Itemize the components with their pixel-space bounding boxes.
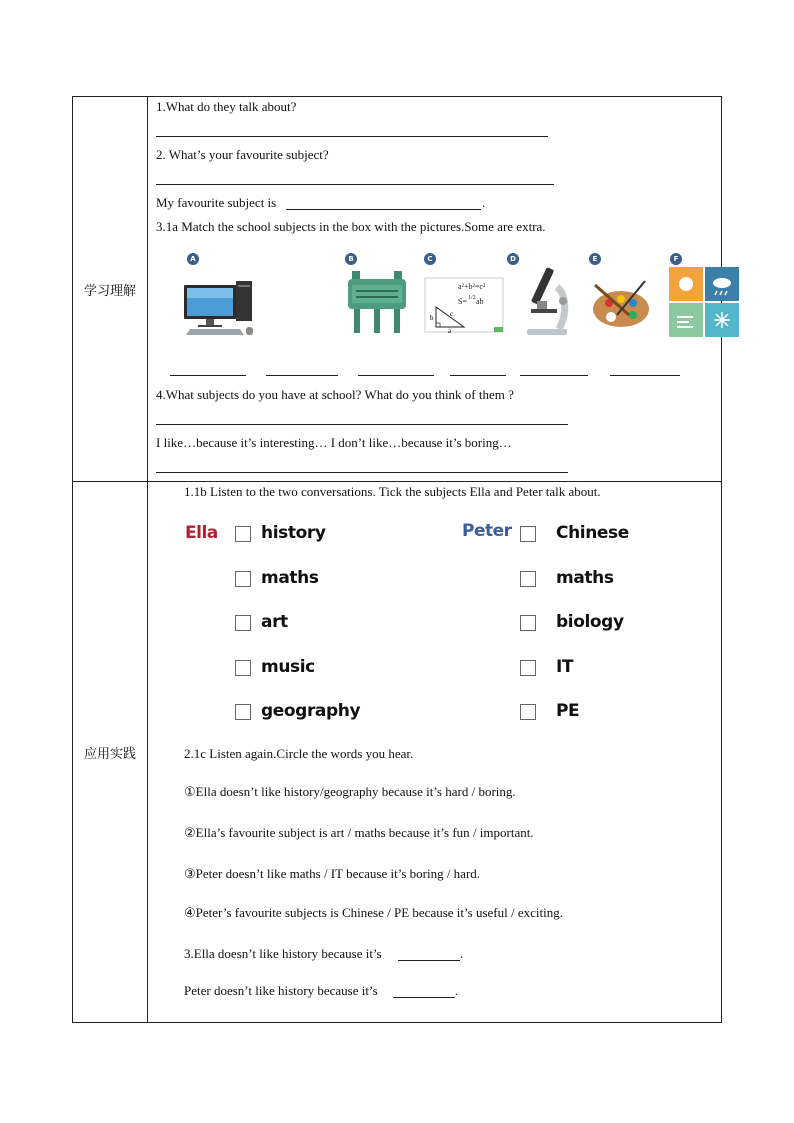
math-formula-board-icon — [424, 277, 504, 335]
peter-checkbox-biology[interactable] — [520, 615, 536, 631]
section-application-content — [148, 482, 721, 1022]
peter-subject-it: IT — [556, 657, 574, 677]
ella-subject-music: music — [261, 657, 315, 677]
weather-tiles-icon — [669, 267, 739, 337]
answer-line-1[interactable] — [156, 136, 548, 137]
picture-letter-d: D — [507, 253, 519, 265]
picture-b — [342, 253, 412, 339]
question-2: 2. What’s your favourite subject? — [156, 147, 329, 162]
ella-subject-history: history — [261, 523, 326, 543]
ella-checkbox-history[interactable] — [235, 526, 251, 542]
formula-tail: ab — [476, 297, 484, 306]
favourite-subject-prefix: My favourite subject is — [156, 195, 277, 210]
match-blank-a[interactable] — [170, 375, 246, 376]
picture-f — [667, 253, 741, 339]
fill-blank-peter[interactable] — [393, 997, 455, 998]
section-label-application: 应用实践 — [73, 482, 148, 1022]
formula-fraction: 1/2 — [468, 295, 476, 301]
question-1: 1.What do they talk about? — [156, 99, 297, 114]
picture-letter-e: E — [589, 253, 601, 265]
section-application — [73, 482, 721, 1022]
ella-subject-art: art — [261, 612, 288, 632]
favourite-subject-suffix: . — [482, 195, 486, 210]
answer-line-4a[interactable] — [156, 424, 568, 425]
section-label-understanding: 学习理解 — [73, 97, 148, 481]
peter-subject-biology: biology — [556, 612, 624, 632]
svg-text:c: c — [450, 310, 454, 318]
fill-blank-ella[interactable] — [398, 960, 460, 961]
match-blank-d[interactable] — [450, 375, 506, 376]
fill-question-2-suffix: . — [455, 983, 459, 998]
picture-c — [422, 253, 506, 339]
picture-letter-c: C — [424, 253, 436, 265]
match-blank-e[interactable] — [520, 375, 588, 376]
answer-line-2[interactable] — [156, 184, 554, 185]
svg-text:b: b — [430, 314, 434, 322]
question-3: 3.1a Match the school subjects in the box with the pictures.Some are extra. — [156, 219, 546, 234]
ella-checkbox-art[interactable] — [235, 615, 251, 631]
fill-question-1-prefix: 3.Ella doesn’t like history because it’s — [184, 946, 382, 961]
ella-subject-maths: maths — [261, 568, 319, 588]
listening-question-1: 1.1b Listen to the two conversations. Tick the subjects Ella and Peter talk about. — [184, 484, 601, 499]
picture-letter-f: F — [670, 253, 682, 265]
match-blank-c[interactable] — [358, 375, 434, 376]
picture-letter-b: B — [345, 253, 357, 265]
picture-letter-a: A — [187, 253, 199, 265]
microscope-icon — [515, 265, 575, 337]
ella-checkbox-maths[interactable] — [235, 571, 251, 587]
favourite-subject-blank[interactable] — [286, 209, 481, 210]
question-4-hint: I like…because it’s interesting… I don’t like…because it’s boring… — [156, 435, 512, 450]
worksheet-table — [72, 96, 722, 1023]
fill-question-2-prefix: Peter doesn’t like history because it’s — [184, 983, 378, 998]
formula-line-1: a²+b²=c² — [458, 282, 486, 291]
picture-e — [587, 253, 657, 339]
peter-subject-chinese: Chinese — [556, 523, 629, 543]
paint-palette-icon — [589, 275, 653, 335]
picture-d — [505, 253, 575, 339]
formula-line-2: S= — [458, 297, 467, 306]
peter-checkbox-chinese[interactable] — [520, 526, 536, 542]
ella-checkbox-music[interactable] — [235, 660, 251, 676]
listening-question-2: 2.1c Listen again.Circle the words you hear. — [184, 746, 414, 761]
circle-sentence-4: ④Peter’s favourite subjects is Chinese / PE because it’s useful / exciting. — [184, 905, 563, 920]
computer-icon — [180, 269, 260, 339]
circle-sentence-1: ①Ella doesn’t like history/geography because it’s hard / boring. — [184, 784, 516, 799]
fill-question-1-suffix: . — [460, 946, 464, 961]
circle-sentence-2: ②Ella’s favourite subject is art / maths because it’s fun / important. — [184, 825, 534, 840]
match-blank-f[interactable] — [610, 375, 680, 376]
picture-a — [180, 253, 260, 339]
circle-sentence-3: ③Peter doesn’t like maths / IT because it’s boring / hard. — [184, 866, 481, 881]
peter-subject-pe: PE — [556, 701, 580, 721]
bronze-ding-icon — [342, 271, 412, 337]
answer-line-4b[interactable] — [156, 472, 568, 473]
peter-checkbox-pe[interactable] — [520, 704, 536, 720]
question-4: 4.What subjects do you have at school? What do you think of them ? — [156, 387, 514, 402]
peter-checkbox-it[interactable] — [520, 660, 536, 676]
peter-checkbox-maths[interactable] — [520, 571, 536, 587]
match-blank-b[interactable] — [266, 375, 338, 376]
peter-subject-maths: maths — [556, 568, 614, 588]
peter-name: Peter — [462, 521, 512, 541]
svg-text:a: a — [448, 327, 452, 335]
ella-name: Ella — [185, 523, 218, 543]
ella-subject-geography: geography — [261, 701, 361, 721]
ella-checkbox-geography[interactable] — [235, 704, 251, 720]
section-understanding — [73, 97, 721, 482]
section-understanding-content — [148, 97, 721, 481]
